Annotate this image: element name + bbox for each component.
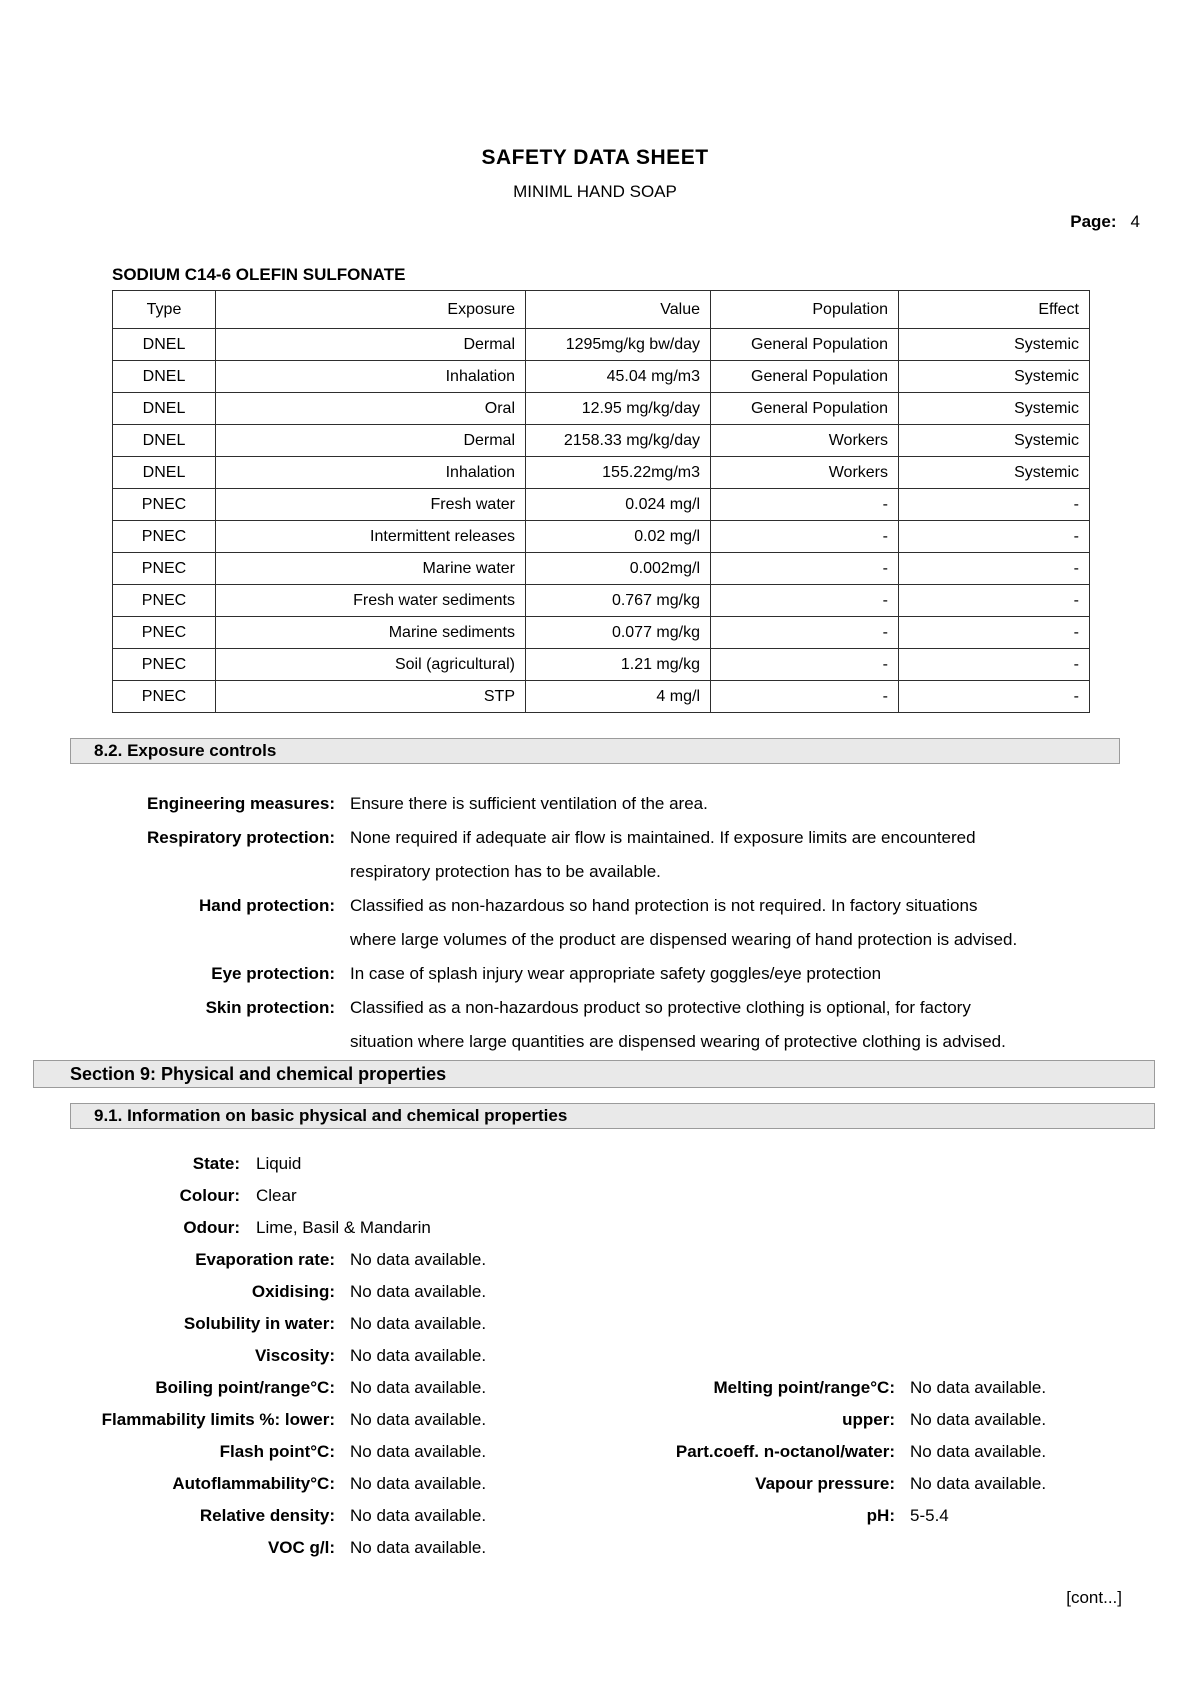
table-cell: Intermittent releases bbox=[216, 521, 526, 553]
table-cell: 45.04 mg/m3 bbox=[526, 361, 711, 393]
section-9-heading: Section 9: Physical and chemical properties bbox=[70, 1063, 447, 1084]
table-row bbox=[113, 585, 1090, 617]
section-9-1-heading: 9.1. Information on basic physical and chemical properties bbox=[94, 1106, 568, 1125]
table-cell: Dermal bbox=[216, 329, 526, 361]
property-label: Vapour pressure: bbox=[755, 1474, 895, 1493]
section-9-header-bar bbox=[33, 1060, 1155, 1088]
property-row bbox=[0, 1340, 1190, 1372]
table-cell: - bbox=[899, 649, 1090, 681]
section-8-2-heading: 8.2. Exposure controls bbox=[94, 741, 277, 760]
property-row bbox=[0, 1244, 1190, 1276]
table-row bbox=[113, 361, 1090, 393]
table-row bbox=[113, 553, 1090, 585]
property-value: 5-5.4 bbox=[910, 1506, 949, 1525]
control-text: Classified as a non-hazardous product so protective clothing is optional, for factory situation where large quantities are dispensed wearing of protective clothing is advised. bbox=[350, 998, 1006, 1051]
property-value: Liquid bbox=[256, 1154, 302, 1173]
property-value: No data available. bbox=[350, 1474, 487, 1493]
table-cell: 0.024 mg/l bbox=[526, 489, 711, 521]
property-value: No data available. bbox=[350, 1442, 487, 1461]
property-row bbox=[0, 1148, 1190, 1180]
table-cell: Oral bbox=[216, 393, 526, 425]
column-header-exposure: Exposure bbox=[216, 291, 526, 329]
table-cell: DNEL bbox=[113, 393, 216, 425]
table-cell: Marine water bbox=[216, 553, 526, 585]
column-header-type: Type bbox=[113, 291, 216, 329]
property-label: pH: bbox=[866, 1506, 895, 1525]
property-label: Melting point/range°C: bbox=[713, 1378, 895, 1397]
property-value: No data available. bbox=[350, 1346, 487, 1365]
column-header-population: Population bbox=[711, 291, 899, 329]
property-label: Flash point°C: bbox=[219, 1442, 335, 1461]
table-cell: 0.077 mg/kg bbox=[526, 617, 711, 649]
property-value: No data available. bbox=[910, 1474, 1047, 1493]
property-label: Colour: bbox=[179, 1186, 240, 1205]
table-cell: - bbox=[899, 585, 1090, 617]
property-row bbox=[0, 1468, 1190, 1500]
product-name: MINIML HAND SOAP bbox=[513, 182, 677, 201]
table-cell: 1.21 mg/kg bbox=[526, 649, 711, 681]
property-row bbox=[0, 1372, 1190, 1404]
property-value: Clear bbox=[256, 1186, 297, 1205]
table-row bbox=[113, 649, 1090, 681]
substance-heading: SODIUM C14-6 OLEFIN SULFONATE bbox=[112, 265, 406, 284]
table-cell: - bbox=[899, 553, 1090, 585]
document-title: SAFETY DATA SHEET bbox=[481, 146, 709, 169]
control-label: Engineering measures: bbox=[146, 794, 335, 813]
table-cell: Systemic bbox=[899, 329, 1090, 361]
table-cell: Workers bbox=[711, 457, 899, 489]
table-cell: Systemic bbox=[899, 361, 1090, 393]
section-9-1-header-bar bbox=[70, 1103, 1155, 1129]
table-cell: PNEC bbox=[113, 489, 216, 521]
table-cell: - bbox=[899, 617, 1090, 649]
table-cell: Fresh water sediments bbox=[216, 585, 526, 617]
table-cell: PNEC bbox=[113, 521, 216, 553]
control-item bbox=[0, 821, 1190, 889]
table-cell: Workers bbox=[711, 425, 899, 457]
dnel-pnec-table bbox=[112, 290, 1090, 713]
table-cell: - bbox=[711, 553, 899, 585]
property-label: Evaporation rate: bbox=[195, 1250, 335, 1269]
control-text: None required if adequate air flow is maintained. If exposure limits are encountered respiratory protection has to be available. bbox=[350, 828, 976, 881]
table-cell: Dermal bbox=[216, 425, 526, 457]
table-cell: Systemic bbox=[899, 457, 1090, 489]
property-label: Odour: bbox=[183, 1218, 240, 1237]
page-indicator bbox=[0, 212, 1190, 232]
property-value: No data available. bbox=[350, 1314, 487, 1333]
table-cell: DNEL bbox=[113, 329, 216, 361]
property-row bbox=[0, 1180, 1190, 1212]
table-cell: - bbox=[711, 585, 899, 617]
table-cell: Systemic bbox=[899, 393, 1090, 425]
table-cell: 12.95 mg/kg/day bbox=[526, 393, 711, 425]
property-row bbox=[0, 1212, 1190, 1244]
table-cell: General Population bbox=[711, 393, 899, 425]
table-cell: - bbox=[711, 681, 899, 713]
property-row bbox=[0, 1532, 1190, 1564]
property-label: Flammability limits %: lower: bbox=[101, 1410, 335, 1429]
control-text: In case of splash injury wear appropriate safety goggles/eye protection bbox=[350, 964, 882, 983]
exposure-controls-list bbox=[0, 787, 1190, 1059]
table-cell: 0.002mg/l bbox=[526, 553, 711, 585]
property-label: Oxidising: bbox=[251, 1282, 335, 1301]
table-cell: Marine sediments bbox=[216, 617, 526, 649]
property-label bbox=[560, 1532, 910, 1564]
table-cell: PNEC bbox=[113, 617, 216, 649]
table-cell: - bbox=[711, 489, 899, 521]
table-cell: General Population bbox=[711, 361, 899, 393]
table-cell: PNEC bbox=[113, 649, 216, 681]
table-row bbox=[113, 329, 1090, 361]
property-value: No data available. bbox=[910, 1410, 1047, 1429]
table-cell: STP bbox=[216, 681, 526, 713]
table-row bbox=[113, 617, 1090, 649]
table-cell: 0.02 mg/l bbox=[526, 521, 711, 553]
physical-properties-list bbox=[0, 1148, 1190, 1564]
property-value: No data available. bbox=[350, 1250, 487, 1269]
table-row bbox=[113, 681, 1090, 713]
page-label: Page: bbox=[1070, 212, 1117, 231]
column-header-value: Value bbox=[526, 291, 711, 329]
property-label: Solubility in water: bbox=[183, 1314, 335, 1333]
property-value: No data available. bbox=[350, 1506, 487, 1525]
table-cell: - bbox=[711, 521, 899, 553]
table-cell: Inhalation bbox=[216, 457, 526, 489]
section-8-2-header-bar bbox=[70, 738, 1120, 764]
column-header-effect: Effect bbox=[899, 291, 1090, 329]
table-row bbox=[113, 521, 1090, 553]
control-label: Skin protection: bbox=[205, 998, 335, 1017]
property-value: Lime, Basil & Mandarin bbox=[256, 1218, 431, 1237]
property-value: No data available. bbox=[350, 1410, 487, 1429]
table-cell: Fresh water bbox=[216, 489, 526, 521]
table-cell: - bbox=[899, 521, 1090, 553]
control-text: Classified as non-hazardous so hand protection is not required. In factory situations where large volumes of the product are dispensed wearing of hand protection is advised. bbox=[350, 896, 1018, 949]
continuation-marker: [cont...] bbox=[1066, 1588, 1122, 1607]
table-cell: 155.22mg/m3 bbox=[526, 457, 711, 489]
table-row bbox=[113, 393, 1090, 425]
table-cell: PNEC bbox=[113, 553, 216, 585]
table-cell: - bbox=[899, 681, 1090, 713]
table-header-row bbox=[113, 291, 1090, 329]
property-label: Autoflammability°C: bbox=[172, 1474, 335, 1493]
property-label: Boiling point/range°C: bbox=[155, 1378, 335, 1397]
control-text: Ensure there is sufficient ventilation of the area. bbox=[350, 794, 708, 813]
table-cell: - bbox=[711, 617, 899, 649]
table-row bbox=[113, 489, 1090, 521]
control-label: Respiratory protection: bbox=[147, 828, 335, 847]
table-cell: 4 mg/l bbox=[526, 681, 711, 713]
control-item bbox=[0, 889, 1190, 957]
table-cell: - bbox=[711, 649, 899, 681]
property-row bbox=[0, 1308, 1190, 1340]
property-label: upper: bbox=[842, 1410, 895, 1429]
table-cell: PNEC bbox=[113, 681, 216, 713]
table-row bbox=[113, 457, 1090, 489]
property-row bbox=[0, 1500, 1190, 1532]
table-cell: DNEL bbox=[113, 457, 216, 489]
table-cell: - bbox=[899, 489, 1090, 521]
property-row bbox=[0, 1276, 1190, 1308]
property-label: Relative density: bbox=[199, 1506, 335, 1525]
table-cell: 1295mg/kg bw/day bbox=[526, 329, 711, 361]
table-cell: 0.767 mg/kg bbox=[526, 585, 711, 617]
table-row bbox=[113, 425, 1090, 457]
property-value bbox=[910, 1532, 1190, 1564]
control-item bbox=[0, 957, 1190, 991]
table-cell: General Population bbox=[711, 329, 899, 361]
property-label: Viscosity: bbox=[254, 1346, 335, 1365]
control-item bbox=[0, 787, 1190, 821]
control-label: Eye protection: bbox=[211, 964, 335, 983]
control-item bbox=[0, 991, 1190, 1059]
property-label: Part.coeff. n-octanol/water: bbox=[675, 1442, 895, 1461]
control-label: Hand protection: bbox=[199, 896, 335, 915]
property-value: No data available. bbox=[910, 1378, 1047, 1397]
property-row bbox=[0, 1436, 1190, 1468]
page-number: 4 bbox=[1130, 212, 1140, 231]
property-label: VOC g/l: bbox=[267, 1538, 335, 1557]
property-value: No data available. bbox=[910, 1442, 1047, 1461]
table-cell: DNEL bbox=[113, 425, 216, 457]
table-cell: Inhalation bbox=[216, 361, 526, 393]
property-value: No data available. bbox=[350, 1538, 487, 1557]
property-label: State: bbox=[192, 1154, 240, 1173]
table-cell: Systemic bbox=[899, 425, 1090, 457]
table-cell: PNEC bbox=[113, 585, 216, 617]
property-value: No data available. bbox=[350, 1282, 487, 1301]
table-cell: DNEL bbox=[113, 361, 216, 393]
table-cell: 2158.33 mg/kg/day bbox=[526, 425, 711, 457]
property-row bbox=[0, 1404, 1190, 1436]
table-cell: Soil (agricultural) bbox=[216, 649, 526, 681]
property-value: No data available. bbox=[350, 1378, 487, 1397]
